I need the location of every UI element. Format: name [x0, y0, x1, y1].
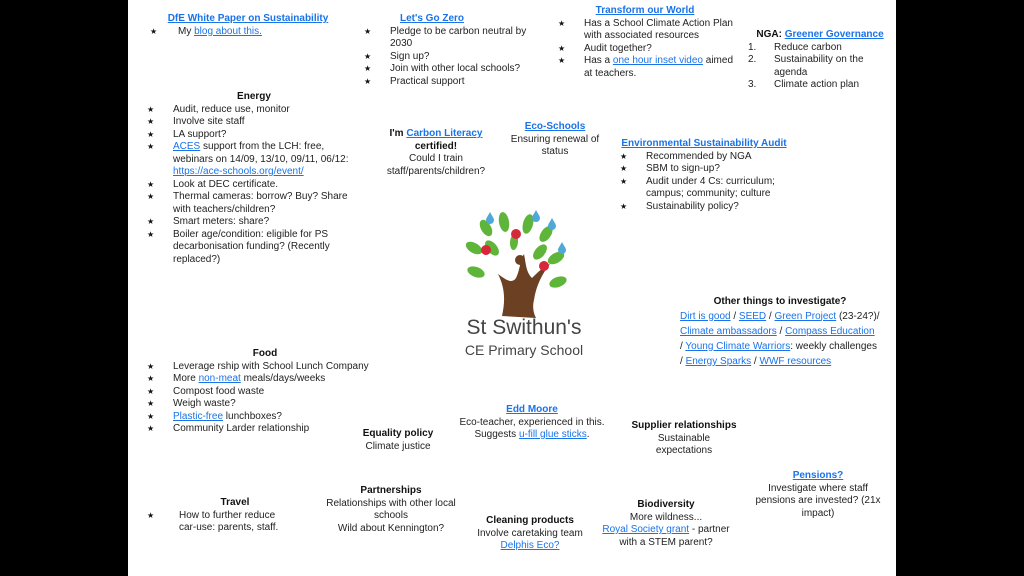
list-item: ★ Audit under 4 Cs: curriculum; campus; community; culture [618, 176, 790, 201]
cleaning-title: Cleaning products [486, 515, 574, 526]
list-item: ★ Plastic-free lunchboxes? [145, 411, 385, 424]
delphis-eco-link[interactable]: Delphis Eco? [500, 540, 560, 551]
eco-schools-text: Ensuring renewal of status [510, 133, 600, 157]
list-item: ★ Leverage rship with School Lunch Company [145, 361, 385, 374]
travel-section [145, 497, 295, 535]
non-meat-link[interactable]: non-meat [198, 373, 241, 384]
list-item: ★ Weigh waste? [145, 398, 385, 411]
equality-section [352, 428, 444, 453]
list-item: ★ ACES support from the LCH: free, webinars on 14/09, 13/10, 09/11, 06/12: https://ace-schools.org/event/ [145, 141, 363, 179]
list-item: ★ Thermal cameras: borrow? Buy? Share with teachers/children? [145, 191, 363, 216]
equality-text: Climate justice [365, 440, 431, 452]
greener-governance-link[interactable]: Greener Governance [784, 29, 884, 40]
compass-education-link[interactable]: Compass Education [785, 325, 875, 337]
energy-section [145, 91, 363, 266]
edd-moore-link[interactable]: Edd Moore [506, 404, 558, 415]
dfe-section [148, 13, 348, 38]
biodiversity-text: More wildness... [629, 511, 703, 523]
pensions-link[interactable]: Pensions? [792, 470, 844, 481]
edd-text: Eco-teacher, experienced in this. [459, 416, 605, 428]
list-item: ★ Involve site staff [145, 116, 363, 129]
school-subtitle: CE Primary School [464, 342, 584, 358]
wwf-resources-link[interactable]: WWF resources [759, 355, 832, 367]
list-item: ★ Sign up? [362, 51, 542, 64]
other-body: Dirt is good / SEED / Green Project (23-24?)/ Climate ambassadors / Compass Education / Young Climate Warriors: weekly challenges / Energy Sparks / WWF resources [680, 310, 880, 367]
travel-title: Travel [220, 497, 250, 508]
list-item: 1. Reduce carbon [748, 41, 842, 53]
go-zero-section [362, 13, 542, 88]
list-item: ★ Audit, reduce use, monitor [145, 104, 363, 117]
energy-title: Energy [237, 91, 271, 102]
supplier-text: Sustainable expectations [655, 432, 713, 456]
school-name: St Swithun's [466, 316, 582, 339]
audit-title-link[interactable]: Environmental Sustainability Audit [621, 138, 787, 149]
edd-suggests: Suggests u-fill glue sticks. [474, 429, 590, 440]
dfe-item: ★ My blog about this. [148, 26, 348, 39]
young-climate-warriors-link[interactable]: Young Climate Warriors [685, 340, 791, 352]
food-section [145, 348, 385, 436]
list-item: ★ Compost food waste [145, 386, 385, 399]
biodiversity-grant: Royal Society grant - partner with a STEM parent? [602, 524, 730, 548]
glue-sticks-link[interactable]: u-fill glue sticks [518, 429, 587, 440]
list-item: ★ Recommended by NGA [618, 151, 790, 164]
list-item: ★ Has a School Climate Action Plan with associated resources [556, 18, 734, 43]
partnerships-text-2: Wild about Kennington? [337, 522, 445, 534]
list-item: ★ More non-meat meals/days/weeks [145, 373, 385, 386]
cleaning-text: Involve caretaking team [477, 527, 583, 539]
list-item: ★ Join with other local schools? [362, 63, 542, 76]
climate-ambassadors-link[interactable]: Climate ambassadors [680, 325, 777, 337]
carbon-literacy-link[interactable]: Carbon Literacy [406, 128, 483, 139]
aces-link[interactable]: ACES [173, 141, 201, 152]
edd-moore-section [458, 404, 606, 442]
list-item: ★ Community Larder relationship [145, 423, 385, 436]
transform-section [556, 5, 734, 80]
list-item: ★ LA support? [145, 129, 363, 142]
green-project-link[interactable]: Green Project [774, 310, 837, 322]
slide [128, 0, 896, 576]
dfe-title-link[interactable]: DfE White Paper on Sustainability [167, 13, 329, 24]
list-item: ★ Pledge to be carbon neutral by 2030 [362, 26, 542, 51]
list-item: ★ Practical support [362, 76, 542, 89]
pensions-text: Investigate where staff pensions are invested? (21x impact) [755, 482, 881, 519]
food-title: Food [252, 348, 278, 359]
cleaning-section [468, 515, 592, 553]
partnerships-section [318, 485, 464, 535]
royal-society-grant-link[interactable]: Royal Society grant [602, 524, 690, 535]
supplier-title: Supplier relationships [631, 420, 737, 431]
carbon-literacy-section: I'm Carbon Literacy certified! Could I train staff/parents/children? [372, 128, 500, 178]
dfe-blog-link[interactable]: blog about this. [194, 25, 262, 37]
list-item: 2. Sustainability on the agenda [748, 54, 864, 78]
inset-video-link[interactable]: one hour inset video [612, 55, 703, 66]
other-title: Other things to investigate? [713, 296, 847, 307]
seed-link[interactable]: SEED [738, 310, 767, 322]
list-item: ★ Has a one hour inset video aimed at teachers. [556, 55, 734, 80]
list-item: ★ How to further reduce car-use: parents, staff. [145, 510, 295, 535]
nga-section: NGA: Greener Governance 1. Reduce carbon 2. Sustainability on the agenda 3. Climate action plan [746, 29, 894, 92]
list-item: ★ Smart meters: share? [145, 216, 363, 229]
partnerships-text: Relationships with other local schools [326, 497, 456, 521]
list-item: ★ Sustainability policy? [618, 201, 790, 214]
list-item: ★ Audit together? [556, 43, 734, 56]
eco-schools-section [504, 121, 606, 159]
eco-schools-link[interactable]: Eco-Schools [524, 121, 586, 132]
audit-section [618, 138, 790, 213]
carbon-certified: certified! [414, 140, 458, 152]
pensions-section [750, 470, 886, 520]
other-section [680, 296, 880, 369]
list-item: ★ Boiler age/condition: eligible for PS decarbonisation funding? (Recently replaced?) [145, 229, 363, 267]
list-item: ★ Look at DEC certificate. [145, 179, 363, 192]
transform-title-link[interactable]: Transform our World [595, 5, 695, 16]
equality-title: Equality policy [362, 428, 434, 439]
list-item: ★ SBM to sign-up? [618, 163, 790, 176]
biodiversity-title: Biodiversity [637, 499, 695, 510]
biodiversity-section [596, 499, 736, 549]
list-item: 3. Climate action plan [748, 79, 860, 90]
aces-url-link[interactable]: https://ace-schools.org/event/ [173, 166, 304, 177]
carbon-text: Could I train staff/parents/children? [386, 153, 486, 177]
dirt-is-good-link[interactable]: Dirt is good [680, 310, 731, 322]
plastic-free-link[interactable]: Plastic-free [173, 410, 224, 422]
go-zero-title-link[interactable]: Let's Go Zero [399, 13, 465, 24]
partnerships-title: Partnerships [360, 485, 422, 496]
energy-sparks-link[interactable]: Energy Sparks [685, 355, 752, 367]
supplier-section [618, 420, 750, 458]
